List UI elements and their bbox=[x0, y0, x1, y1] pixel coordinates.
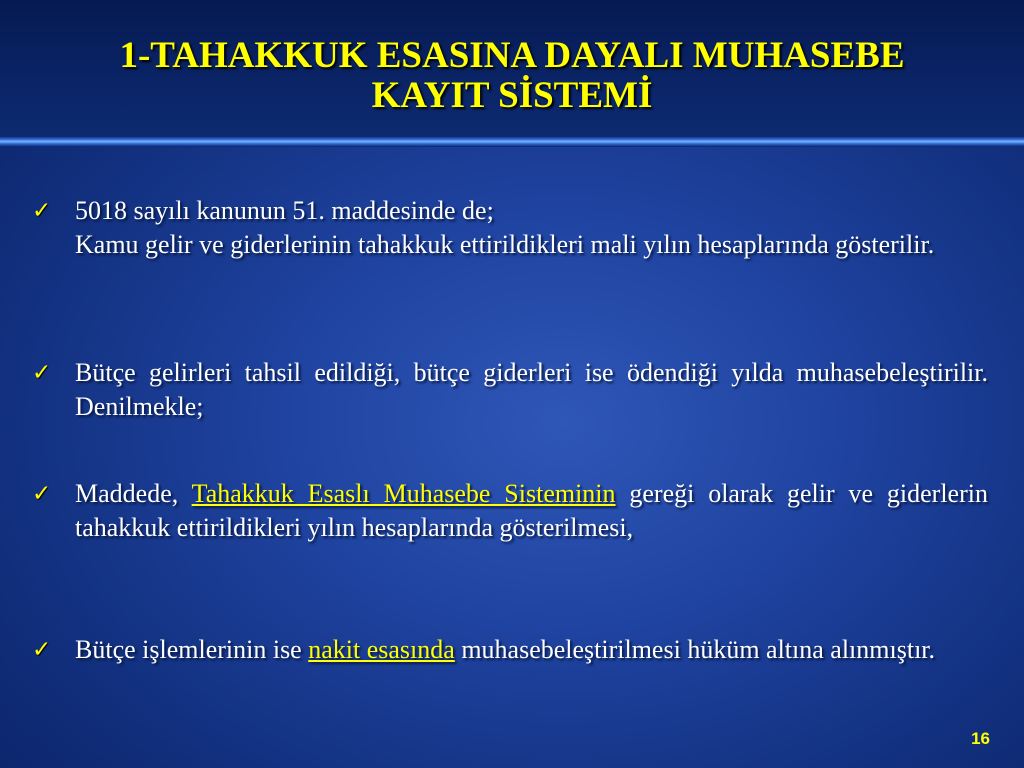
bullet-4-text-before: Bütçe işlemlerinin ise bbox=[75, 635, 309, 664]
check-icon: ✓ bbox=[32, 637, 52, 663]
title-divider bbox=[0, 136, 1024, 147]
check-icon: ✓ bbox=[32, 198, 52, 224]
bullet-item-4 bbox=[32, 633, 988, 667]
bullet-text-4 bbox=[75, 633, 988, 667]
page-number: 16 bbox=[971, 729, 990, 748]
bullet-item-2 bbox=[32, 356, 988, 424]
bullet-4-highlight-link[interactable]: nakit esasında bbox=[308, 635, 455, 664]
bullet-text-2: Bütçe gelirleri tahsil edildiği, bütçe giderleri ise ödendiği yılda muhasebeleştirilir. Denilmekle; bbox=[75, 358, 988, 421]
bullet-item-1 bbox=[32, 194, 988, 262]
slide-title: 1-TAHAKKUK ESASINA DAYALI MUHASEBE KAYIT SİSTEMİ bbox=[119, 35, 905, 116]
check-icon: ✓ bbox=[32, 360, 52, 386]
bullet-1-line-2: Kamu gelir ve giderlerinin tahakkuk ettirildikleri mali yılın hesaplarında gösterilir. bbox=[75, 230, 935, 259]
bullet-text-1 bbox=[75, 194, 988, 262]
bullet-3-text-after: gereği olarak gelir ve giderlerin tahakkuk ettirildikleri yılın hesaplarında gösterilmesi, bbox=[75, 479, 988, 542]
check-icon: ✓ bbox=[32, 481, 52, 507]
bullet-item-3 bbox=[32, 477, 988, 545]
bullet-1-line-1: 5018 sayılı kanunun 51. maddesinde de; bbox=[75, 196, 494, 225]
bullet-3-highlight-link[interactable]: Tahakkuk Esaslı Muhasebe Sisteminin bbox=[191, 479, 616, 508]
bullet-3-text-before: Maddede, bbox=[75, 479, 192, 508]
bullet-text-3 bbox=[75, 477, 988, 545]
bullet-4-text-after: muhasebeleştirilmesi hüküm altına alınmıştır. bbox=[454, 635, 936, 664]
